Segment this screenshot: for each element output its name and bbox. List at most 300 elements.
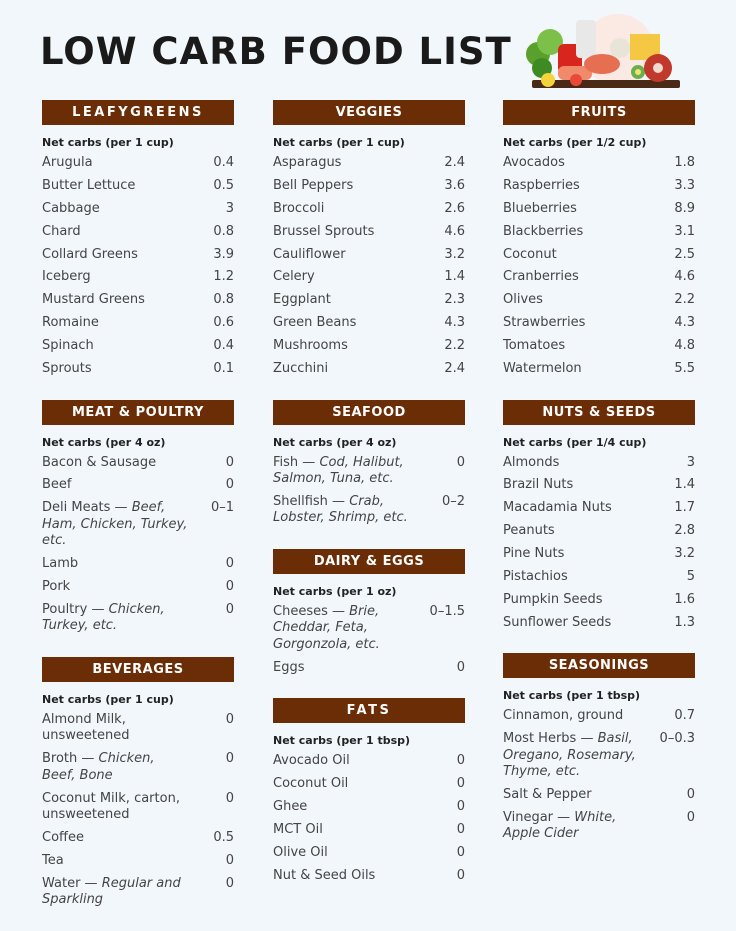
- item-label: Tomatoes: [503, 338, 566, 354]
- item-label: Cinnamon, ground: [503, 708, 624, 724]
- list-item: [273, 845, 465, 862]
- item-label: Bell Peppers: [273, 177, 354, 193]
- item-label: Cabbage: [42, 200, 100, 216]
- item-name: [42, 338, 94, 355]
- item-label: Olives: [503, 292, 543, 308]
- item-name: [503, 523, 555, 540]
- section-header: SEASONINGS: [503, 653, 695, 678]
- list-item: [503, 731, 695, 781]
- item-value: 8.9: [674, 200, 695, 216]
- section-meat-poultry: [42, 400, 234, 635]
- item-label: Sunflower Seeds: [503, 614, 612, 630]
- list-item: [273, 178, 465, 195]
- section-subheader: Net carbs (per 1 cup): [42, 136, 174, 149]
- item-name: [273, 269, 315, 286]
- item-label: Iceberg: [42, 269, 91, 285]
- list-item: [273, 455, 465, 488]
- item-label: Pistachios: [503, 568, 568, 584]
- item-label: Pork: [42, 579, 71, 595]
- item-detail: Basil, Oregano, Rosemary, Thyme, etc.: [503, 731, 636, 780]
- item-name: [42, 830, 84, 847]
- item-label: Asparagus: [273, 155, 342, 170]
- section-dairy-eggs: [273, 549, 465, 676]
- item-name: [503, 731, 653, 781]
- list-item: [273, 799, 465, 816]
- item-value: 0–2: [441, 493, 465, 509]
- item-name: [273, 776, 348, 793]
- item-label: Collard Greens: [42, 246, 138, 262]
- item-value: 0.8: [213, 292, 234, 308]
- item-label: MCT Oil: [273, 821, 323, 837]
- section-subheader: Net carbs (per 1 tbsp): [273, 734, 411, 748]
- item-value: 0.7: [674, 708, 695, 724]
- section-fruits: [503, 100, 695, 378]
- item-name: [503, 500, 612, 517]
- item-name: [503, 787, 592, 804]
- item-name: [273, 604, 423, 654]
- item-name: [42, 292, 145, 309]
- section-seasonings: [503, 653, 695, 843]
- item-value: 1.6: [674, 591, 695, 607]
- list-item: [503, 338, 695, 355]
- item-name: [503, 247, 557, 264]
- item-value: 0: [456, 799, 465, 815]
- list-item: [42, 361, 234, 378]
- list-item: [503, 500, 695, 517]
- item-name: [42, 361, 92, 378]
- section-header: SEAFOOD: [273, 400, 465, 425]
- item-value: 0: [456, 753, 465, 769]
- item-name: [503, 615, 611, 632]
- item-value: 0: [456, 454, 465, 470]
- item-detail: Brie, Cheddar, Feta, Gorgonzola, etc.: [273, 603, 380, 652]
- item-label: Ghee: [273, 799, 308, 815]
- item-value: 1.4: [674, 477, 695, 493]
- item-value: 3: [225, 200, 234, 216]
- item-label: Fish —: [273, 454, 316, 470]
- item-value: 2.5: [674, 246, 695, 262]
- item-name: [42, 477, 72, 494]
- section-header: FATS: [273, 698, 465, 723]
- list-item: [42, 579, 234, 596]
- item-label: Shellfish —: [273, 493, 346, 509]
- item-label: Avocado Oil: [273, 753, 350, 769]
- item-label: Eggs: [273, 659, 305, 675]
- list-item: [503, 810, 695, 843]
- item-name: [273, 292, 331, 309]
- list-item: [503, 292, 695, 309]
- item-name: [42, 751, 192, 784]
- section-subheader: Net carbs (per 1 tbsp): [503, 689, 641, 703]
- item-name: [503, 361, 582, 378]
- item-name: [42, 455, 156, 472]
- list-item: [42, 178, 234, 195]
- item-label: Watermelon: [503, 361, 582, 377]
- item-detail: Chicken, Beef, Bone: [42, 751, 155, 783]
- item-value: 3.1: [674, 223, 695, 239]
- item-label: Blueberries: [503, 200, 577, 216]
- list-item: [42, 751, 234, 784]
- item-name: [42, 876, 192, 909]
- item-label: Avocados: [503, 155, 565, 170]
- item-value: 3.9: [213, 246, 234, 262]
- item-name: [273, 753, 350, 770]
- item-value: 1.3: [674, 614, 695, 630]
- item-name: [273, 799, 307, 816]
- list-item: [273, 155, 465, 172]
- item-value: 0.6: [213, 315, 234, 331]
- item-detail: Chicken, Turkey, etc.: [42, 601, 165, 634]
- list-item: [503, 615, 695, 632]
- item-name: [503, 708, 623, 725]
- list-item: [503, 592, 695, 609]
- section-header: DAIRY & EGGS: [273, 549, 465, 574]
- item-value: 5.5: [674, 361, 695, 377]
- item-label: Pumpkin Seeds: [503, 591, 603, 607]
- list-item: [42, 791, 234, 824]
- item-value: 0: [456, 867, 465, 883]
- list-item: [42, 155, 234, 172]
- item-name: [273, 845, 328, 862]
- item-label: Peanuts: [503, 523, 555, 539]
- list-item: [273, 753, 465, 770]
- item-value: 4.3: [674, 315, 695, 331]
- item-value: 0–1.5: [429, 603, 465, 619]
- item-name: [42, 791, 192, 824]
- item-name: [503, 338, 565, 355]
- item-value: 2.3: [444, 292, 465, 308]
- list-item: [273, 315, 465, 332]
- item-value: 0: [225, 556, 234, 572]
- list-item: [42, 201, 234, 218]
- item-name: [42, 500, 192, 550]
- item-value: 3.6: [444, 177, 465, 193]
- list-item: [503, 224, 695, 241]
- item-name: [273, 224, 374, 241]
- item-detail: White, Apple Cider: [503, 809, 617, 842]
- list-item: [273, 361, 465, 378]
- item-value: 4.6: [674, 269, 695, 285]
- item-value: 0–0.3: [659, 731, 695, 747]
- item-name: [503, 455, 559, 472]
- section-nuts-seeds: [503, 400, 695, 632]
- item-label: Arugula: [42, 155, 93, 170]
- item-name: [42, 178, 135, 195]
- list-item: [42, 269, 234, 286]
- item-value: 0–1: [210, 500, 234, 516]
- item-label: Lamb: [42, 556, 79, 572]
- item-value: 0.8: [213, 223, 234, 239]
- section-fats: [273, 698, 465, 884]
- section-subheader: Net carbs (per 1/4 cup): [503, 435, 647, 449]
- item-value: 0: [225, 477, 234, 493]
- item-label: Bacon & Sausage: [42, 454, 157, 470]
- list-item: [503, 546, 695, 563]
- item-name: [503, 592, 603, 609]
- item-name: [503, 315, 585, 332]
- item-label: Green Beans: [273, 315, 357, 331]
- section-subheader: Net carbs (per 4 oz): [273, 435, 397, 449]
- item-value: 0: [456, 776, 465, 792]
- item-label: Vinegar —: [503, 809, 571, 825]
- list-item: [273, 292, 465, 309]
- item-value: 1.8: [674, 155, 695, 170]
- item-name: [273, 361, 328, 378]
- item-name: [42, 247, 138, 264]
- column-3: [503, 100, 695, 865]
- item-label: Beef: [42, 477, 72, 493]
- item-value: 0: [225, 853, 234, 869]
- item-name: [42, 155, 93, 172]
- list-item: [273, 247, 465, 264]
- list-item: [503, 315, 695, 332]
- item-label: Most Herbs —: [503, 731, 594, 747]
- item-value: 2.8: [674, 523, 695, 539]
- item-value: 3.2: [674, 546, 695, 562]
- item-name: [42, 269, 91, 286]
- item-label: Poultry —: [42, 601, 105, 617]
- section-veggies: [273, 100, 465, 378]
- list-item: [503, 155, 695, 172]
- item-value: 0.4: [213, 338, 234, 354]
- item-value: 2.2: [674, 292, 695, 308]
- item-label: Brussel Sprouts: [273, 223, 375, 239]
- item-label: Mushrooms: [273, 338, 348, 354]
- item-name: [273, 494, 423, 527]
- item-name: [503, 477, 573, 494]
- item-value: 1.2: [213, 269, 234, 285]
- item-value: 0: [456, 659, 465, 675]
- item-value: 0: [686, 809, 695, 825]
- item-value: 0: [225, 579, 234, 595]
- list-item: [503, 178, 695, 195]
- section-header: LEAFYGREENS: [42, 100, 234, 125]
- list-item: [503, 477, 695, 494]
- item-value: 3: [686, 454, 695, 470]
- item-name: [273, 455, 423, 488]
- item-value: 4.8: [674, 338, 695, 354]
- item-name: [503, 292, 543, 309]
- item-name: [42, 224, 81, 241]
- list-item: [42, 247, 234, 264]
- list-item: [42, 338, 234, 355]
- section-header: FRUITS: [503, 100, 695, 125]
- food-illustration: [518, 14, 684, 94]
- item-value: 0: [225, 601, 234, 617]
- item-label: Butter Lettuce: [42, 177, 136, 193]
- item-label: Almond Milk, unsweetened: [42, 711, 130, 744]
- list-item: [42, 500, 234, 550]
- item-label: Deli Meats —: [42, 500, 128, 516]
- list-item: [42, 224, 234, 241]
- item-detail: Beef, Ham, Chicken, Turkey, etc.: [42, 500, 188, 549]
- item-name: [503, 810, 653, 843]
- item-label: Brazil Nuts: [503, 477, 574, 493]
- item-name: [42, 201, 100, 218]
- item-value: 2.6: [444, 200, 465, 216]
- list-item: [273, 494, 465, 527]
- list-item: [503, 361, 695, 378]
- item-label: Coffee: [42, 830, 84, 846]
- item-name: [42, 556, 78, 573]
- item-value: 0: [225, 790, 234, 806]
- item-name: [273, 247, 346, 264]
- item-label: Cauliflower: [273, 246, 346, 262]
- item-value: 0: [225, 711, 234, 727]
- list-item: [42, 556, 234, 573]
- item-label: Spinach: [42, 338, 94, 354]
- list-item: [503, 201, 695, 218]
- list-item: [273, 338, 465, 355]
- list-item: [503, 708, 695, 725]
- item-label: Coconut Oil: [273, 776, 349, 792]
- section-subheader: Net carbs (per 1 cup): [42, 692, 174, 706]
- item-value: 2.4: [444, 155, 465, 170]
- item-value: 0.4: [213, 155, 234, 170]
- item-label: Coconut: [503, 246, 557, 262]
- item-label: Pine Nuts: [503, 546, 565, 562]
- column-1: [42, 100, 234, 931]
- item-name: [273, 822, 323, 839]
- list-item: [42, 876, 234, 909]
- item-name: [273, 868, 375, 885]
- item-value: 2.4: [444, 361, 465, 377]
- item-name: [503, 155, 565, 172]
- list-item: [42, 315, 234, 332]
- section-subheader: Net carbs (per 1 cup): [273, 136, 405, 149]
- item-name: [503, 178, 580, 195]
- item-name: [503, 569, 568, 586]
- item-name: [273, 660, 305, 677]
- section-subheader: Net carbs (per 1/2 cup): [503, 136, 647, 149]
- list-item: [503, 787, 695, 804]
- item-label: Broth —: [42, 751, 95, 767]
- item-name: [42, 602, 192, 635]
- item-name: [273, 201, 324, 218]
- item-label: Cheeses —: [273, 603, 345, 619]
- item-name: [273, 315, 356, 332]
- item-label: Tea: [42, 853, 64, 869]
- section-header: BEVERAGES: [42, 657, 234, 682]
- list-item: [42, 712, 234, 745]
- list-item: [273, 269, 465, 286]
- list-item: [503, 247, 695, 264]
- item-value: 0.5: [213, 830, 234, 846]
- item-name: [42, 579, 70, 596]
- list-item: [273, 224, 465, 241]
- section-subheader: Net carbs (per 1 oz): [273, 584, 397, 598]
- item-label: Strawberries: [503, 315, 586, 331]
- item-label: Celery: [273, 269, 315, 285]
- item-label: Raspberries: [503, 177, 580, 193]
- item-label: Broccoli: [273, 200, 325, 216]
- item-detail: Crab, Lobster, Shrimp, etc.: [273, 493, 408, 526]
- list-item: [503, 455, 695, 472]
- item-label: Nut & Seed Oils: [273, 867, 376, 883]
- list-item: [503, 569, 695, 586]
- item-value: 0: [225, 751, 234, 767]
- item-value: 3.3: [674, 177, 695, 193]
- list-item: [503, 523, 695, 540]
- item-name: [42, 315, 99, 332]
- item-value: 4.6: [444, 223, 465, 239]
- item-name: [503, 269, 579, 286]
- list-item: [42, 853, 234, 870]
- item-label: Blackberries: [503, 223, 584, 239]
- list-item: [273, 776, 465, 793]
- list-item: [273, 660, 465, 677]
- list-item: [273, 822, 465, 839]
- item-label: Olive Oil: [273, 844, 328, 860]
- item-label: Mustard Greens: [42, 292, 145, 308]
- section-subheader: Net carbs (per 4 oz): [42, 435, 166, 449]
- list-item: [42, 830, 234, 847]
- item-label: Coconut Milk, carton, unsweetened: [42, 790, 180, 823]
- section-beverages: [42, 657, 234, 909]
- list-item: [503, 269, 695, 286]
- item-label: Eggplant: [273, 292, 331, 308]
- item-label: Macadamia Nuts: [503, 500, 612, 516]
- item-detail: Regular and Sparkling: [42, 875, 181, 908]
- section-header: VEGGIES: [273, 100, 465, 125]
- item-value: 4.3: [444, 315, 465, 331]
- list-item: [273, 868, 465, 885]
- item-name: [503, 546, 564, 563]
- column-2: [273, 100, 465, 906]
- item-value: 0.5: [213, 177, 234, 193]
- item-name: [42, 712, 192, 745]
- page-title: LOW CARB FOOD LIST: [40, 30, 512, 73]
- item-value: 0.1: [213, 361, 234, 377]
- item-label: Chard: [42, 223, 81, 239]
- item-label: Cranberries: [503, 269, 579, 285]
- item-label: Almonds: [503, 454, 560, 470]
- list-item: [42, 477, 234, 494]
- item-name: [503, 201, 577, 218]
- section-leafygreens: [42, 100, 234, 378]
- item-value: 3.2: [444, 246, 465, 262]
- list-item: [42, 455, 234, 472]
- section-header: NUTS & SEEDS: [503, 400, 695, 425]
- item-value: 0: [225, 875, 234, 891]
- item-label: Salt & Pepper: [503, 787, 592, 803]
- item-name: [42, 853, 64, 870]
- section-seafood: [273, 400, 465, 527]
- item-name: [503, 224, 583, 241]
- item-value: 0: [686, 787, 695, 803]
- item-label: Zucchini: [273, 361, 329, 377]
- item-name: [273, 338, 348, 355]
- list-item: [273, 201, 465, 218]
- item-value: 1.7: [674, 500, 695, 516]
- item-value: 0: [456, 821, 465, 837]
- item-value: 0: [225, 454, 234, 470]
- item-label: Sprouts: [42, 361, 92, 377]
- item-detail: Cod, Halibut, Salmon, Tuna, etc.: [273, 454, 404, 487]
- section-header: MEAT & POULTRY: [42, 400, 234, 425]
- item-name: [273, 178, 353, 195]
- item-name: [273, 155, 341, 172]
- list-item: [42, 292, 234, 309]
- item-label: Romaine: [42, 315, 99, 331]
- item-value: 5: [686, 568, 695, 584]
- item-value: 2.2: [444, 338, 465, 354]
- list-item: [273, 604, 465, 654]
- item-value: 0: [456, 844, 465, 860]
- list-item: [42, 602, 234, 635]
- item-value: 1.4: [444, 269, 465, 285]
- item-label: Water —: [42, 875, 98, 891]
